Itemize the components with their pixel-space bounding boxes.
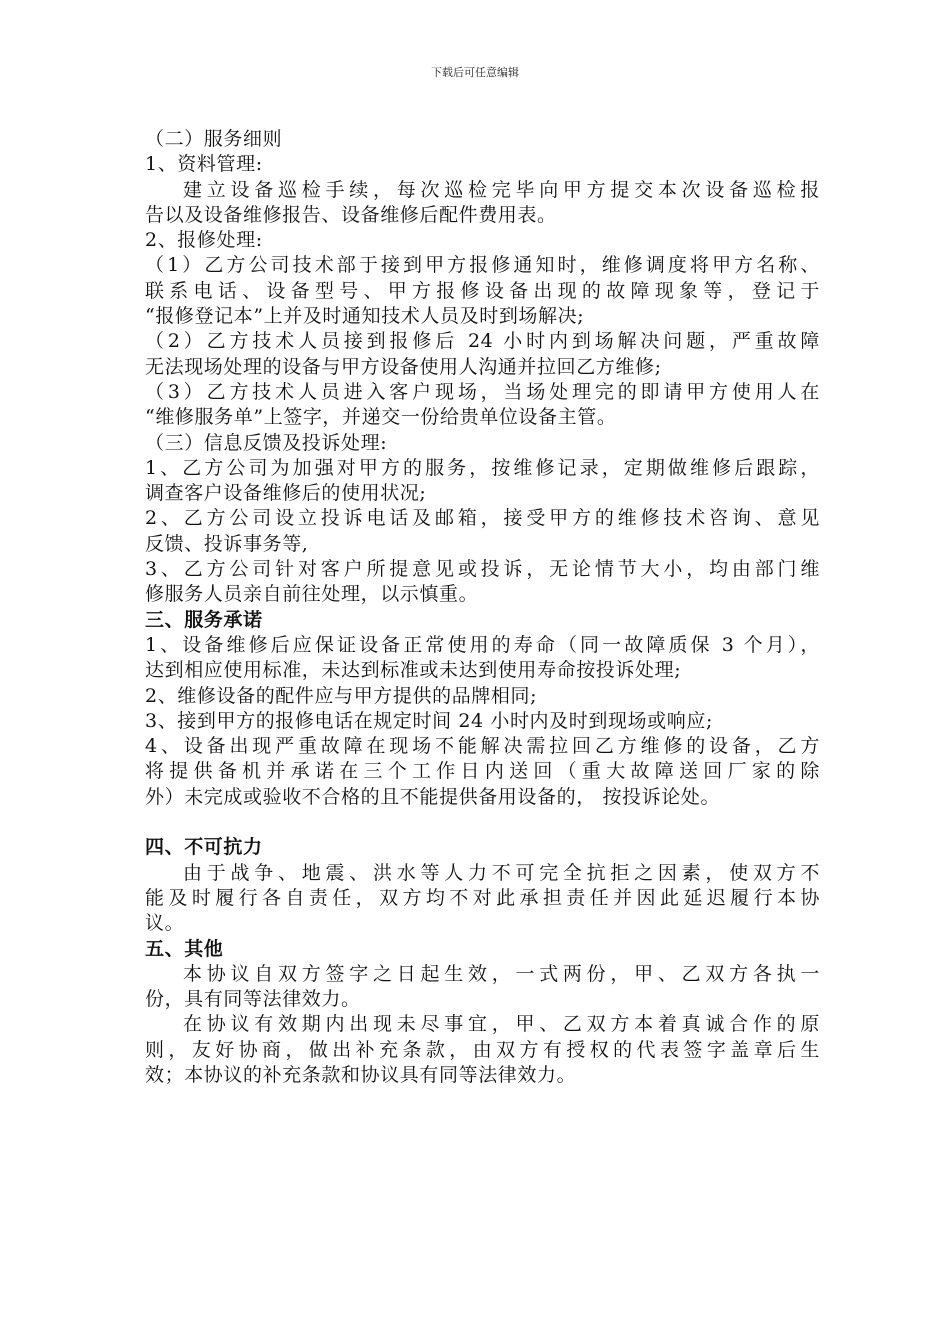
paragraph-line: 达到相应使用标准，未达到标准或未达到使用寿命按投诉处理; — [145, 659, 682, 682]
paragraph-line: 3、乙方公司针对客户所提意见或投诉，无论情节大小，均由部门维 — [145, 558, 820, 581]
paragraph-line: 3、接到甲方的报修电话在规定时间 24 小时内及时到现场或响应; — [145, 709, 713, 732]
paragraph-line: 由于战争、地震、洪水等人力不可完全抗拒之因素，使双方不 — [183, 861, 820, 884]
paragraph-line: 份，具有同等法律效力。 — [145, 988, 361, 1011]
paragraph-line: 4、设备出现严重故障在现场不能解决需拉回乙方维修的设备，乙方 — [145, 735, 820, 758]
paragraph-line: 联系电话、设备型号、甲方报修设备出现的故障现象等，登记于 — [145, 279, 820, 302]
paragraph-line: 则，友好协商，做出补充条款，由双方有授权的代表签字盖章后生 — [145, 1038, 820, 1061]
section-heading-force-majeure: 四、不可抗力 — [145, 836, 263, 859]
subsection-heading-service-rules: （二）服务细则 — [145, 128, 283, 150]
paragraph-line: 2、维修设备的配件应与甲方提供的品牌相同; — [145, 684, 538, 707]
item-heading-repair-handling: 2、报修处理: — [145, 229, 263, 252]
item-heading-data-management: 1、资料管理: — [145, 153, 263, 176]
paragraph-line: 无法现场处理的设备与甲方设备使用人沟通并拉回乙方维修; — [145, 355, 662, 378]
paragraph-line: 修服务人员亲自前往处理，以示慎重。 — [145, 583, 479, 606]
section-heading-other: 五、其他 — [145, 937, 224, 960]
section-heading-service-commitment: 三、服务承诺 — [145, 608, 263, 631]
paragraph-line: 调查客户设备维修后的使用状况; — [145, 482, 427, 505]
paragraph-line: 反馈、投诉事务等, — [145, 532, 309, 555]
paragraph-line: 1、乙方公司为加强对甲方的服务，按维修记录，定期做维修后跟踪， — [145, 456, 820, 479]
page-header-note: 下载后可任意编辑 — [431, 66, 519, 79]
paragraph-line: 本协议自双方签字之日起生效，一式两份，甲、乙双方各执一 — [183, 962, 820, 985]
paragraph-line: （2）乙方技术人员接到报修后 24 小时内到场解决问题，严重故障 — [145, 330, 820, 353]
paragraph-line: 议。 — [145, 912, 185, 935]
paragraph-line: 在协议有效期内出现未尽事宜，甲、乙双方本着真诚合作的原 — [183, 1013, 820, 1036]
paragraph-line: 效；本协议的补充条款和协议具有同等法律效力。 — [145, 1063, 577, 1086]
paragraph-line: 将提供备机并承诺在三个工作日内送回（重大故障送回厂家的除 — [145, 760, 820, 783]
paragraph-line: 建立设备巡检手续，每次巡检完毕向甲方提交本次设备巡检报 — [183, 178, 820, 201]
subsection-heading-feedback: （三）信息反馈及投诉处理: — [145, 431, 388, 454]
paragraph-line: 外）未完成或验收不合格的且不能提供备用设备的， 按投诉论处。 — [145, 785, 721, 808]
paragraph-line: （3）乙方技术人员进入客户现场，当场处理完的即请甲方使用人在 — [145, 380, 820, 403]
blank-line — [145, 810, 820, 835]
document-body — [145, 127, 820, 1088]
paragraph-line: “维修服务单”上签字，并递交一份给贵单位设备主管。 — [145, 406, 617, 429]
paragraph-line: （1）乙方公司技术部于接到甲方报修通知时，维修调度将甲方名称、 — [145, 254, 820, 277]
paragraph-line: 能及时履行各自责任，双方均不对此承担责任并因此延迟履行本协 — [145, 886, 820, 909]
paragraph-line: 1、设备维修后应保证设备正常使用的寿命（同一故障质保 3 个月）， — [145, 633, 820, 656]
paragraph-line: 2、乙方公司设立投诉电话及邮箱，接受甲方的维修技术咨询、意见 — [145, 507, 820, 530]
paragraph-line: “报修登记本”上并及时通知技术人员及时到场解决; — [145, 305, 585, 328]
paragraph-line: 告以及设备维修报告、设备维修后配件费用表。 — [145, 203, 557, 226]
